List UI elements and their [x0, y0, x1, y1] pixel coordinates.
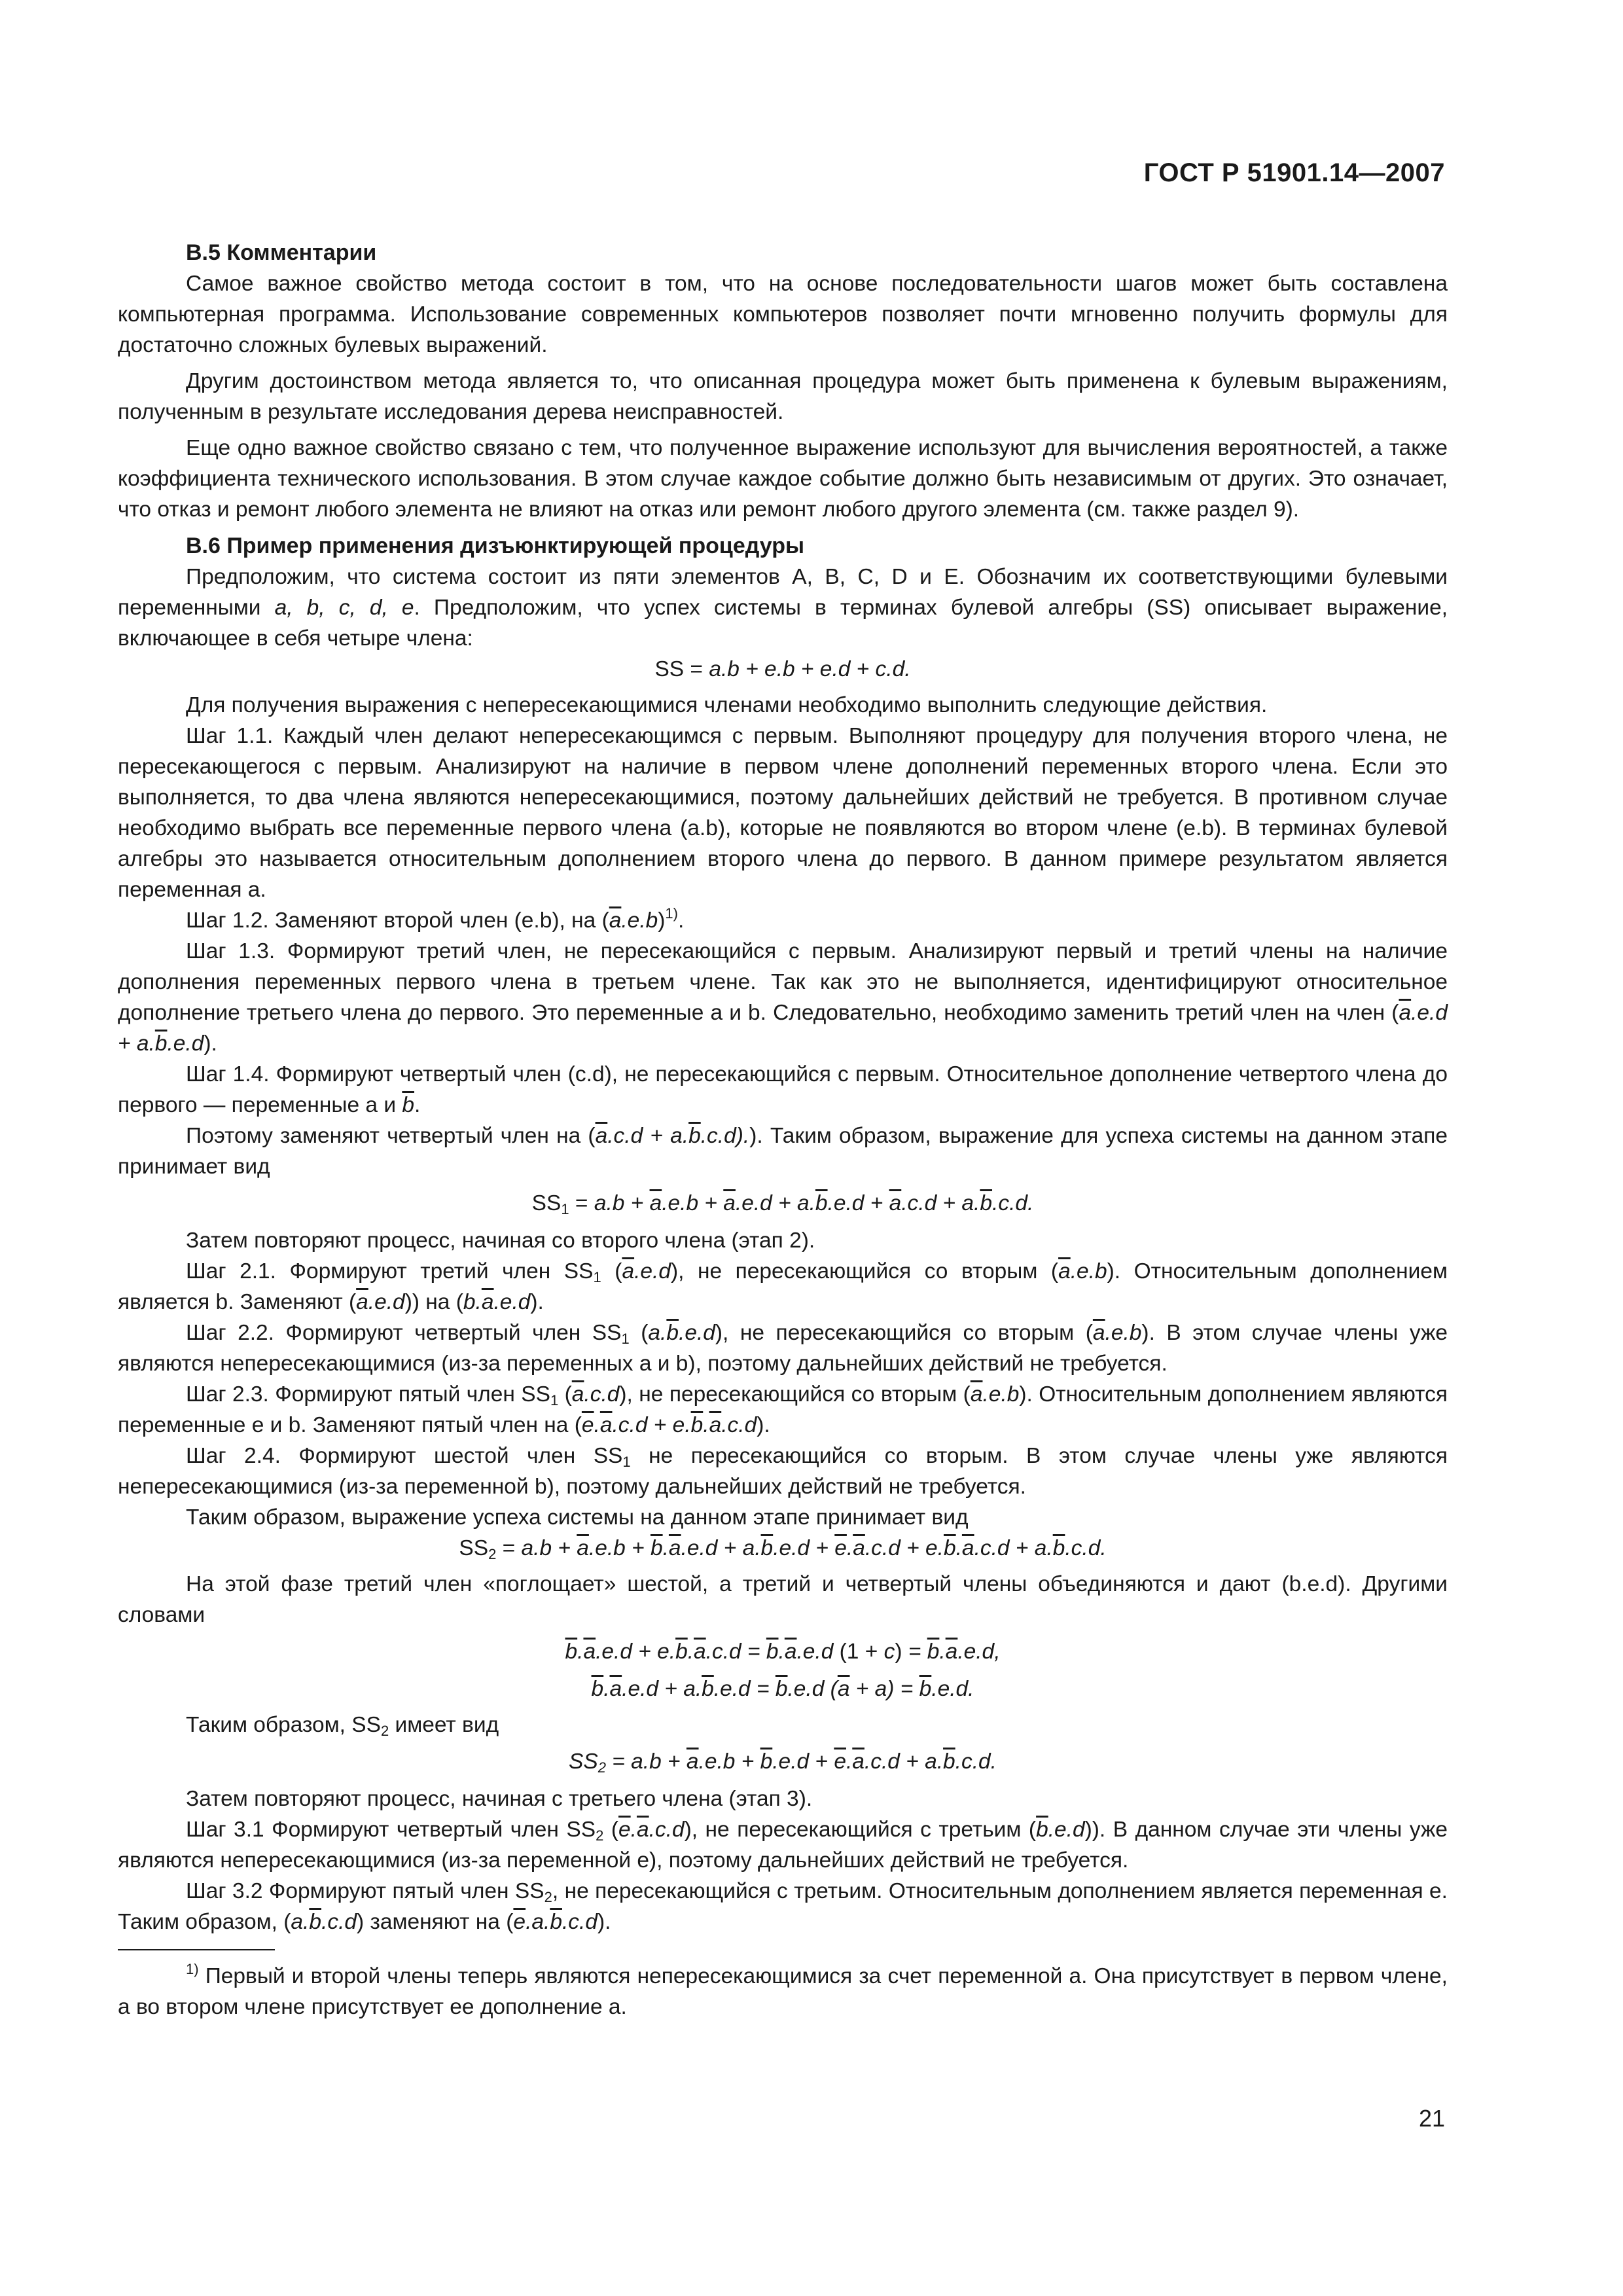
equation-ss: SS = a.b + e.b + e.d + c.d.	[654, 657, 911, 681]
document-code-header: ГОСТ Р 51901.14—2007	[1143, 158, 1445, 187]
main-content	[118, 237, 1448, 2022]
equation-ss1: $SS_1 = a.b + \overline{a}.e.b + \overline{a}.e.d + a.\overline{b}.e.d + \overline{a}.c.d + a.\overline{b}.c.d$.	[531, 1191, 1034, 1217]
equation-ss2: $SS_2 = a.b + \overline{a}.e.b + \overline{b}.\overline{a}.e.d + a.\overline{b}.e.d + \overline{e}.\overline{a}.c.d + e.\overline{b}.\overline{a}.c.d + a.\overline{b}.c.d$.	[459, 1536, 1107, 1562]
section-b5-paragraph-2: Другим достоинством метода является то, что описанная процедура может быть применена к булевым выражениям, полученным в результате исследования дерева неисправностей.	[118, 369, 1448, 424]
step-1-4: Шаг 1.4. Формируют четвертый член (c.d), не пересекающийся с первым. Относительное дополнение четвертого члена до первого — переменные a и $\overline{b}$.	[118, 1062, 1448, 1117]
repeat-stage-3: Затем повторяют процесс, начиная с третьего члена (этап 3).	[186, 1787, 813, 1811]
step-3-1: Шаг 3.1 Формируют четвертый член $SS_2$ $(\overline{e}.\overline{a}.c.d)$, не пересекающийся с третьим $(\overline{b}.e.d)$). В данном случае эти члены уже являются непересекающимися (из-за переменной e), поэтому дальнейших действий не требуется.	[118, 1818, 1448, 1873]
repeat-stage-2: Затем повторяют процесс, начиная со второго члена (этап 2).	[186, 1229, 815, 1253]
step-2-2: Шаг 2.2. Формируют четвертый член $SS_1$ $(a.\overline{b}.e.d)$, не пересекающийся со вторым $(\overline{a}.e.b)$. В этом случае члены уже являются непересекающимися (из-за переменных a и b), поэтому дальнейших действий не требуется.	[118, 1321, 1448, 1376]
section-b5-paragraph-1: Самое важное свойство метода состоит в том, что на основе последовательности шагов может быть составлена компьютерная программа. Использование современных компьютеров позволяет почти мгновенно получить формулы для достаточно сложных булевых выражений.	[118, 272, 1448, 357]
section-b6-intro: Предположим, что система состоит из пяти элементов А, В, С, D и Е. Обозначим их соответствующими булевыми переменными a, b, c, d, e. Предположим, что успех системы в терминах булевой алгебры (SS) описывает выражение, включающее в себя четыре члена:	[118, 565, 1448, 651]
step-2-1: Шаг 2.1. Формируют третий член $SS_1$ $(\overline{a}.e.d)$, не пересекающийся со вторым $(\overline{a}.e.b)$. Относительным дополнением является b. Заменяют $(\overline{a}.e.d)$) на $(b.\overline{a}.e.d)$.	[118, 1259, 1448, 1314]
step-3-2: Шаг 3.2 Формируют пятый член $SS_2$, не пересекающийся с третьим. Относительным дополнением является переменная e. Таким образом, $(a.\overline{b}.c.d)$ заменяют на $(\overline{e}.a.\overline{b}.c.d)$.	[118, 1879, 1448, 1934]
step-1-3: Шаг 1.3. Формируют третий член, не пересекающийся с первым. Анализируют первый и третий члены на наличие дополнения переменных первого члена в третьем члене. Так как это не выполняется, идентифицируют относительное дополнение третьего члена до первого. Это переменные a и b. Следовательно, необходимо заменить третий член на член $(\overline{a}.e.d + a.\overline{b}.e.d)$.	[118, 939, 1448, 1056]
section-b6-title: B.6 Пример применения дизъюнктирующей процедуры	[186, 533, 804, 558]
equation-absorb-1: $\overline{b}.\overline{a}.e.d + e.\overline{b}.\overline{a}.c.d = \overline{b}.\overline{a}.e.d$ $(1 + c) = \overline{b}.\overline{a}.e.d$,	[565, 1640, 1001, 1664]
section-b5-title: B.5 Комментарии	[186, 240, 377, 265]
actions-paragraph: Для получения выражения с непересекающимися членами необходимо выполнить следующие действия.	[186, 693, 1268, 717]
equation-absorb-2: $\overline{b}.\overline{a}.e.d + a.\overline{b}.e.d = \overline{b}.e.d$ $(\overline{a} + a) = \overline{b}.e.d$.	[591, 1677, 974, 1701]
step-2-3: Шаг 2.3. Формируют пятый член $SS_1$ $(\overline{a}.c.d)$, не пересекающийся со вторым $(\overline{a}.e.b)$. Относительным дополнением являются переменные e и b. Заменяют пятый член на $(\overline{e}.\overline{a}.c.d + e.\overline{b}.\overline{a}.c.d)$.	[118, 1382, 1448, 1437]
thus-ss2-form: Таким образом, $SS_2$ имеет вид	[186, 1713, 499, 1739]
step-2-4: Шаг 2.4. Формируют шестой член $SS_1$ не пересекающийся со вторым. В этом случае члены уже являются непересекающимися (из-за переменной b), поэтому дальнейших действий не требуется.	[118, 1444, 1448, 1499]
step-1-1: Шаг 1.1. Каждый член делают непересекающимся с первым. Выполняют процедуру для получения второго члена, не пересекающегося с первым. Анализируют на наличие в первом члене дополнений переменных второго члена. Если это выполняется, то два члена являются непересекающимися, поэтому дальнейших действий не требуется. В противном случае необходимо выбрать все переменные первого члена (a.b), которые не появляются во втором члене (e.b). В терминах булевой алгебры это называется относительным дополнением второго члена до первого. В данном примере результатом является переменная a.	[118, 724, 1448, 902]
footnote	[118, 1961, 1448, 2022]
phase-note: На этой фазе третий член «поглощает» шестой, а третий и четвертый члены объединяются и дают (b.e.d). Другими словами	[118, 1572, 1448, 1627]
section-b5-paragraph-3: Еще одно важное свойство связано с тем, что полученное выражение используют для вычисления вероятностей, а также коэффициента технического использования. В этом случае каждое событие должно быть независимым от других. Это означает, что отказ и ремонт любого элемента не влияют на отказ или ремонт любого другого элемента (см. также раздел 9).	[118, 436, 1448, 522]
thus-ss2: Таким образом, выражение успеха системы на данном этапе принимает вид	[186, 1505, 969, 1530]
replace-fourth-term: Поэтому заменяют четвертый член на $(\overline{a}.c.d + a.\overline{b}.c.d)$.). Таким образом, выражение для успеха системы на данном этапе принимает вид	[118, 1124, 1448, 1179]
page-number: 21	[1418, 2105, 1445, 2132]
footnote-text: $^{1)}$ Первый и второй члены теперь являются непересекающимися за счет переменной a. Она присутствует в первом члене, а во втором члене присутствует ее дополнение a.	[118, 1961, 1448, 2019]
step-1-2: Шаг 1.2. Заменяют второй член (e.b), на $(\overline{a}.e.b)^{1)}$.	[186, 905, 685, 933]
equation-ss2-final: $SS_2 = a.b + \overline{a}.e.b + \overline{b}.e.d + \overline{e}.\overline{a}.c.d + a.\overline{b}.c.d$.	[569, 1749, 997, 1776]
footnote-mark: 1)	[186, 1961, 199, 1977]
footnote-divider	[118, 1949, 275, 1950]
